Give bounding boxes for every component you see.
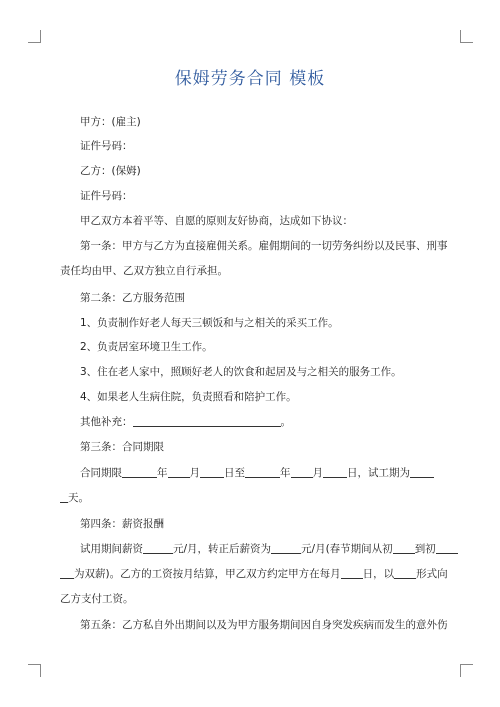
party-b-label: 乙方：(保姆)	[80, 165, 141, 177]
article2-item: 1、负责制作好老人每天三顿饭和与之相关的采买工作。	[80, 317, 339, 329]
trial-days-blank	[410, 466, 434, 478]
form-to-label: 形式向	[416, 568, 448, 580]
start-year-blank	[122, 466, 157, 478]
page-corner-mark-top-right	[460, 30, 473, 43]
contract-period-line	[80, 466, 442, 480]
pay-day-blank	[341, 567, 363, 579]
pay-form-blank	[394, 567, 416, 579]
spring-festival-label: 元/月(春节期间从初	[301, 543, 393, 555]
days-label: 天。	[68, 492, 89, 504]
preamble-paragraph: 甲乙双方本着平等、自愿的原则友好协商，达成如下协议：	[80, 215, 353, 227]
double-pay-text: 为双薪)。乙方的工资按月结算，甲乙双方约定甲方在每月	[74, 568, 341, 580]
month-label: 月	[189, 467, 200, 479]
contract-period-label: 合同期限	[80, 467, 122, 479]
article4-heading: 第四条：薪资报酬	[80, 518, 164, 530]
article3-heading: 第三条：合同期限	[80, 441, 164, 453]
article2-item: 4、如果老人生病住院，负责照看和陪护工作。	[80, 391, 297, 403]
spring-end-blank-cont	[60, 567, 74, 579]
article1-line2: 责任均由甲、乙双方独立自行承担。	[60, 265, 228, 277]
trial-days-blank-cont	[60, 491, 68, 503]
other-supplement-blank	[133, 415, 281, 427]
year-label: 年	[157, 467, 168, 479]
salary-line2	[60, 567, 448, 581]
to-chu-label: 到初	[414, 543, 436, 555]
party-a-label: 甲方：(雇主)	[80, 116, 141, 128]
document-title: 保姆劳务合同 模板	[174, 69, 326, 89]
salary-line1	[80, 542, 442, 556]
month-label: 月	[312, 467, 323, 479]
salary-line3: 乙方支付工资。	[60, 593, 134, 605]
article2-heading: 第二条：乙方服务范围	[80, 292, 185, 304]
article1-line1: 第一条：甲方与乙方为直接雇佣关系。雇佣期间的一切劳务纠纷以及民事、刑事	[80, 240, 448, 252]
regular-salary-label: 元/月，转正后薪资为	[173, 543, 272, 555]
spring-end-blank	[436, 542, 458, 554]
page-corner-mark-bottom-left	[28, 664, 41, 677]
trial-label: 日，试工期为	[347, 467, 410, 479]
contract-period-line2	[60, 491, 442, 505]
end-month-blank	[291, 466, 313, 478]
page-corner-mark-bottom-right	[460, 664, 473, 677]
spring-start-blank	[393, 542, 415, 554]
trial-salary-blank	[143, 542, 173, 554]
page-corner-mark-top-left	[28, 30, 41, 43]
other-supplement-line	[80, 415, 442, 429]
party-a-id-label: 证件号码：	[80, 140, 133, 152]
regular-salary-blank	[271, 542, 301, 554]
year-label: 年	[280, 467, 291, 479]
trial-salary-label: 试用期间薪资	[80, 543, 143, 555]
day-to-label: 日至	[224, 467, 245, 479]
end-day-blank	[323, 466, 347, 478]
start-day-blank	[200, 466, 224, 478]
article2-item: 2、负责居室环境卫生工作。	[80, 341, 213, 353]
article2-item: 3、住在老人家中，照顾好老人的饮食和起居及与之相关的服务工作。	[80, 366, 402, 378]
article5-line1: 第五条：乙方私自外出期间以及为甲方服务期间因自身突发疾病而发生的意外伤	[80, 619, 448, 631]
other-supplement-label: 其他补充：	[80, 416, 133, 428]
day-with-label: 日，以	[362, 568, 395, 580]
party-b-id-label: 证件号码：	[80, 190, 133, 202]
start-month-blank	[168, 466, 190, 478]
end-year-blank	[245, 466, 280, 478]
other-supplement-end: 。	[280, 416, 291, 428]
